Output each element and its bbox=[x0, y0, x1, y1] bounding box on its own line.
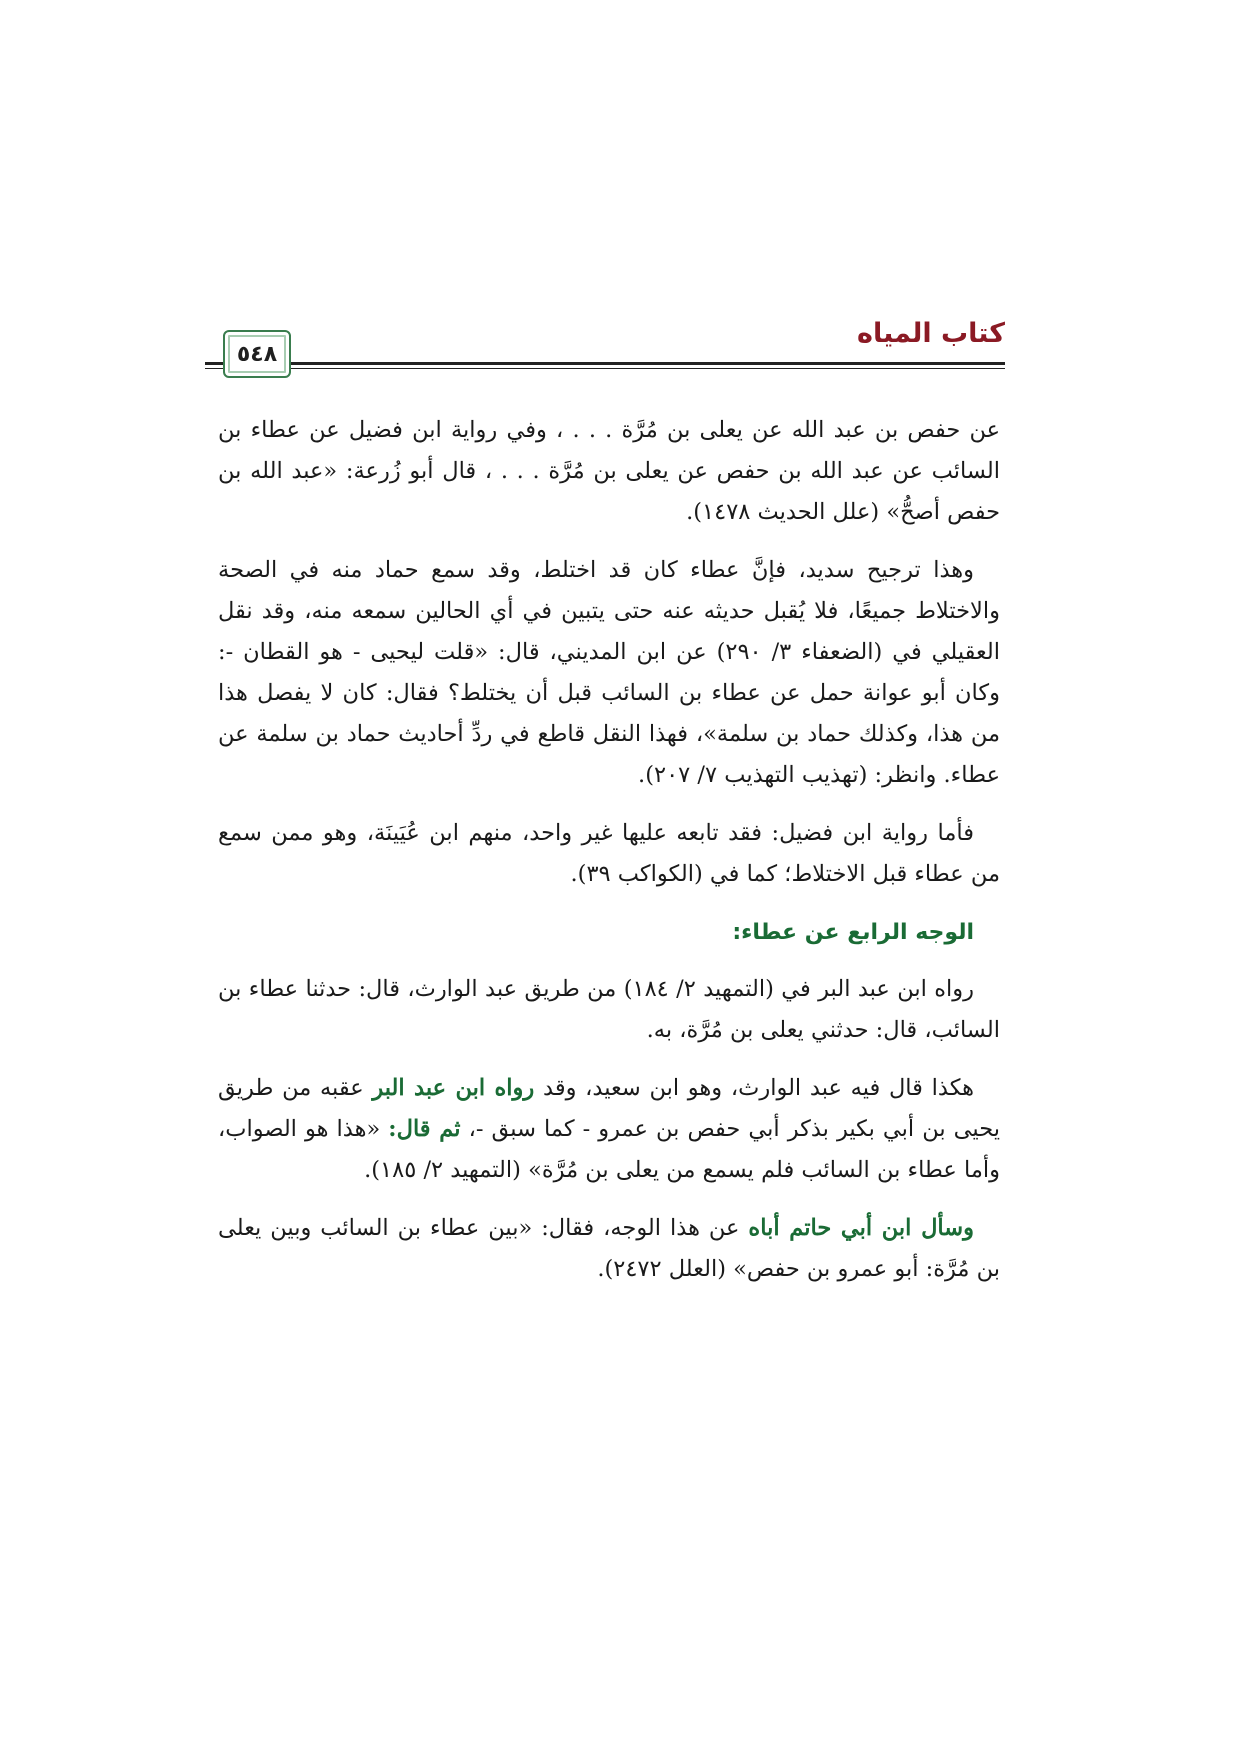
highlight-then-said: ثم قال: bbox=[388, 1116, 461, 1142]
paragraph-4: رواه ابن عبد البر في (التمهيد ٢/ ١٨٤) من طريق عبد الوارث، قال: حدثنا عطاء بن السائب، قال: حدثني يعلى بن مُرَّة، به. bbox=[218, 976, 1000, 1043]
highlight-ibn-abi-hatim: وسأل ابن أبي حاتم أباه bbox=[748, 1215, 974, 1241]
paragraph-6-text: عن هذا الوجه، فقال: «بين عطاء بن السائب وبين يعلى بن مُرَّة: أبو عمرو بن حفص» (العلل ٢٤٧٢). bbox=[218, 1215, 1000, 1282]
paragraph-5-text-b: عقبه من طريق يحيى بن أبي بكير بذكر أبي حفص بن عمرو - كما سبق -، bbox=[218, 1075, 1001, 1142]
paragraph-1: عن حفص بن عبد الله عن يعلى بن مُرَّة . . . ، وفي رواية ابن فضيل عن عطاء بن السائب عن عبد الله بن حفص عن يعلى بن مُرَّة . . . ، قال أبو زُرعة: «عبد الله بن حفص أصحُّ» (علل الحديث ١٤٧٨). bbox=[218, 417, 1000, 525]
page-number-badge bbox=[223, 330, 291, 378]
section-heading: الوجه الرابع عن عطاء: bbox=[732, 920, 974, 945]
book-title: كتاب المياه bbox=[857, 318, 1005, 349]
paragraph-5-text-c: «هذا هو الصواب، وأما عطاء بن السائب فلم يسمع من يعلى بن مُرَّة» (التمهيد ٢/ ١٨٥). bbox=[218, 1116, 1000, 1183]
page-header bbox=[205, 318, 1005, 388]
paragraph-2: وهذا ترجيح سديد، فإنَّ عطاء كان قد اختلط، وقد سمع حماد منه في الصحة والاختلاط جميعًا، فلا يُقبل حديثه عنه حتى يتبين في أي الحالين سمعه منه، وقد نقل العقيلي في (الضعفاء ٣/ ٢٩٠) عن ابن المديني، قال: «قلت ليحيى - هو القطان -: وكان أبو عوانة حمل عن عطاء بن السائب قبل أن يختلط؟ فقال: كان لا يفصل هذا من هذا، وكذلك حماد بن سلمة»، فهذا النقل قاطع في ردِّ أحاديث حماد بن سلمة عن عطاء. وانظر: (تهذيب التهذيب ٧/ ٢٠٧). bbox=[218, 557, 1001, 788]
paragraph-5 bbox=[218, 1068, 1000, 1191]
header-rule-thick bbox=[205, 362, 1005, 365]
paragraph-5-text-a: هكذا قال فيه عبد الوارث، وهو ابن سعيد، وقد bbox=[534, 1075, 974, 1101]
paragraph-3: فأما رواية ابن فضيل: فقد تابعه عليها غير واحد، منهم ابن عُيَينَة، وهو ممن سمع من عطاء قبل الاختلاط؛ كما في (الكواكب ٣٩). bbox=[218, 820, 1000, 887]
page-body bbox=[218, 410, 1000, 1307]
header-rule-thin bbox=[205, 368, 1005, 369]
paragraph-6 bbox=[218, 1208, 1000, 1290]
highlight-ibn-abd-al-barr: رواه ابن عبد البر bbox=[372, 1075, 535, 1101]
page-number: ٥٤٨ bbox=[236, 341, 278, 367]
